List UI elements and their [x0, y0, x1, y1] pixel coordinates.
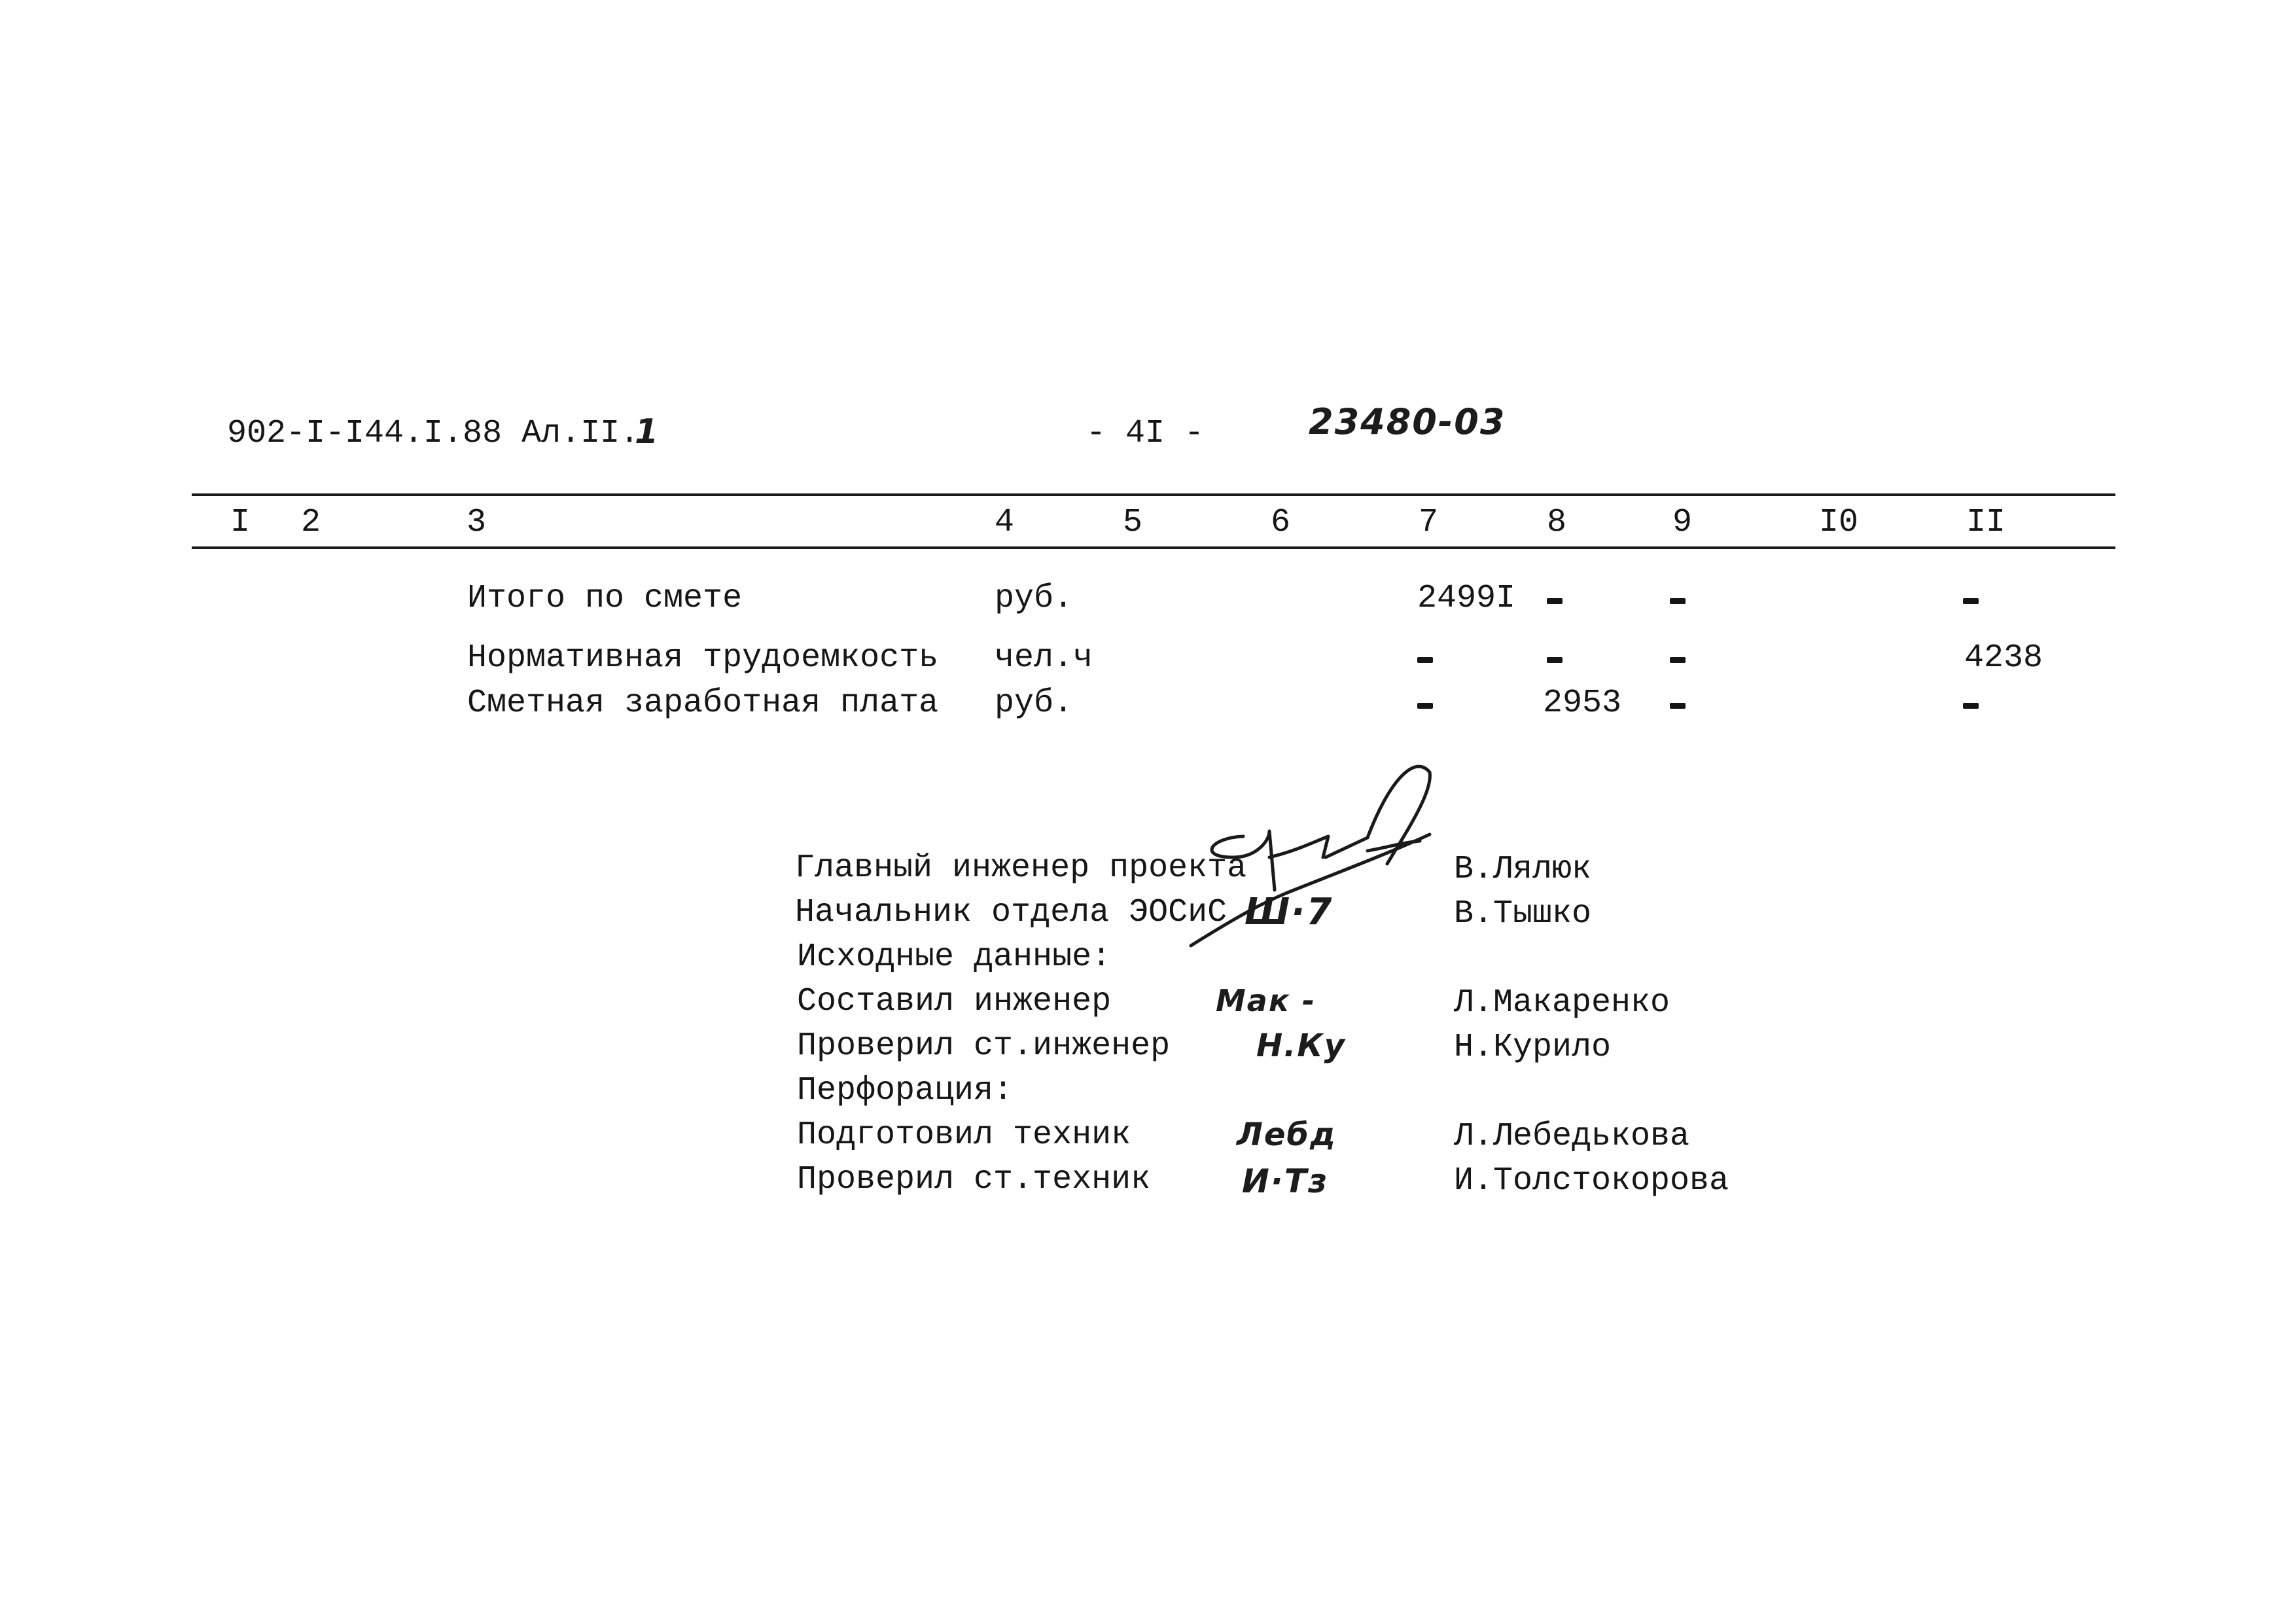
checked-technician-name: И.Толстокорова: [1454, 1162, 1729, 1200]
compiled-name: Л.Макаренко: [1454, 984, 1670, 1022]
checked-technician-signature: И·Тз: [1242, 1162, 1328, 1200]
checked-engineer-signature: Н.Ку: [1256, 1027, 1346, 1064]
row-col9-dash: [1670, 598, 1686, 604]
checked-technician-title: Проверил ст.техник: [797, 1161, 1151, 1198]
compiled-signature: Мак -: [1216, 983, 1316, 1018]
column-number: I0: [1819, 504, 1859, 541]
row-col11-dash: [1963, 598, 1979, 604]
column-number: 7: [1419, 504, 1439, 541]
row-col8-dash: [1547, 598, 1563, 604]
row-col11-value: 4238: [1964, 639, 2043, 677]
row-unit: чел.ч: [995, 639, 1093, 677]
source-data-heading: Исходные данные:: [797, 938, 1112, 976]
row-col8-value: 2953: [1543, 685, 1622, 722]
chief-engineer-signature: [1171, 759, 1466, 955]
dept-head-signature: Ш·7: [1245, 891, 1333, 933]
archive-stamp-number: 23480-03: [1309, 401, 1506, 442]
column-number: II: [1966, 504, 2006, 541]
row-name: Итого по смете: [467, 580, 743, 617]
checked-engineer-name: Н.Курило: [1454, 1029, 1612, 1066]
dept-head-name: В.Тышко: [1454, 895, 1592, 933]
column-number: 2: [301, 504, 321, 541]
prepared-signature: Лебд: [1237, 1116, 1337, 1153]
row-col7-dash: [1417, 657, 1433, 663]
compiled-title: Составил инженер: [797, 983, 1112, 1020]
page-number: - 4I -: [1086, 415, 1205, 452]
column-number: 3: [467, 504, 487, 541]
row-col9-dash: [1670, 657, 1686, 663]
perforation-heading: Перфорация:: [797, 1072, 1014, 1109]
column-number: 4: [995, 504, 1015, 541]
sheet-suffix-handwritten: 1: [635, 412, 660, 452]
row-col11-dash: [1963, 703, 1979, 709]
table-header-rule: [192, 546, 2115, 549]
chief-engineer-name: В.Лялюк: [1454, 851, 1592, 888]
row-col8-dash: [1547, 657, 1563, 663]
document-code: 902-I-I44.I.88 Ал.II.: [227, 415, 640, 452]
prepared-name: Л.Лебедькова: [1454, 1118, 1690, 1155]
row-col7-value: 2499I: [1417, 580, 1516, 617]
column-number: 9: [1672, 504, 1693, 541]
column-number: I: [230, 504, 251, 541]
row-unit: руб.: [995, 580, 1074, 617]
table-top-rule: [192, 493, 2115, 496]
chief-engineer-title: Главный инженер проекта: [795, 849, 1247, 887]
row-name: Сметная заработная плата: [467, 685, 939, 722]
column-number: 6: [1271, 504, 1291, 541]
row-col9-dash: [1670, 703, 1686, 709]
row-name: Нормативная трудоемкость: [467, 639, 939, 677]
row-col7-dash: [1417, 703, 1433, 709]
column-number: 8: [1547, 504, 1567, 541]
column-number: 5: [1123, 504, 1143, 541]
dept-head-title: Начальник отдела ЭОСиС: [795, 894, 1227, 931]
checked-engineer-title: Проверил ст.инженер: [797, 1027, 1171, 1065]
prepared-title: Подготовил техник: [797, 1116, 1131, 1154]
row-unit: руб.: [995, 685, 1074, 722]
